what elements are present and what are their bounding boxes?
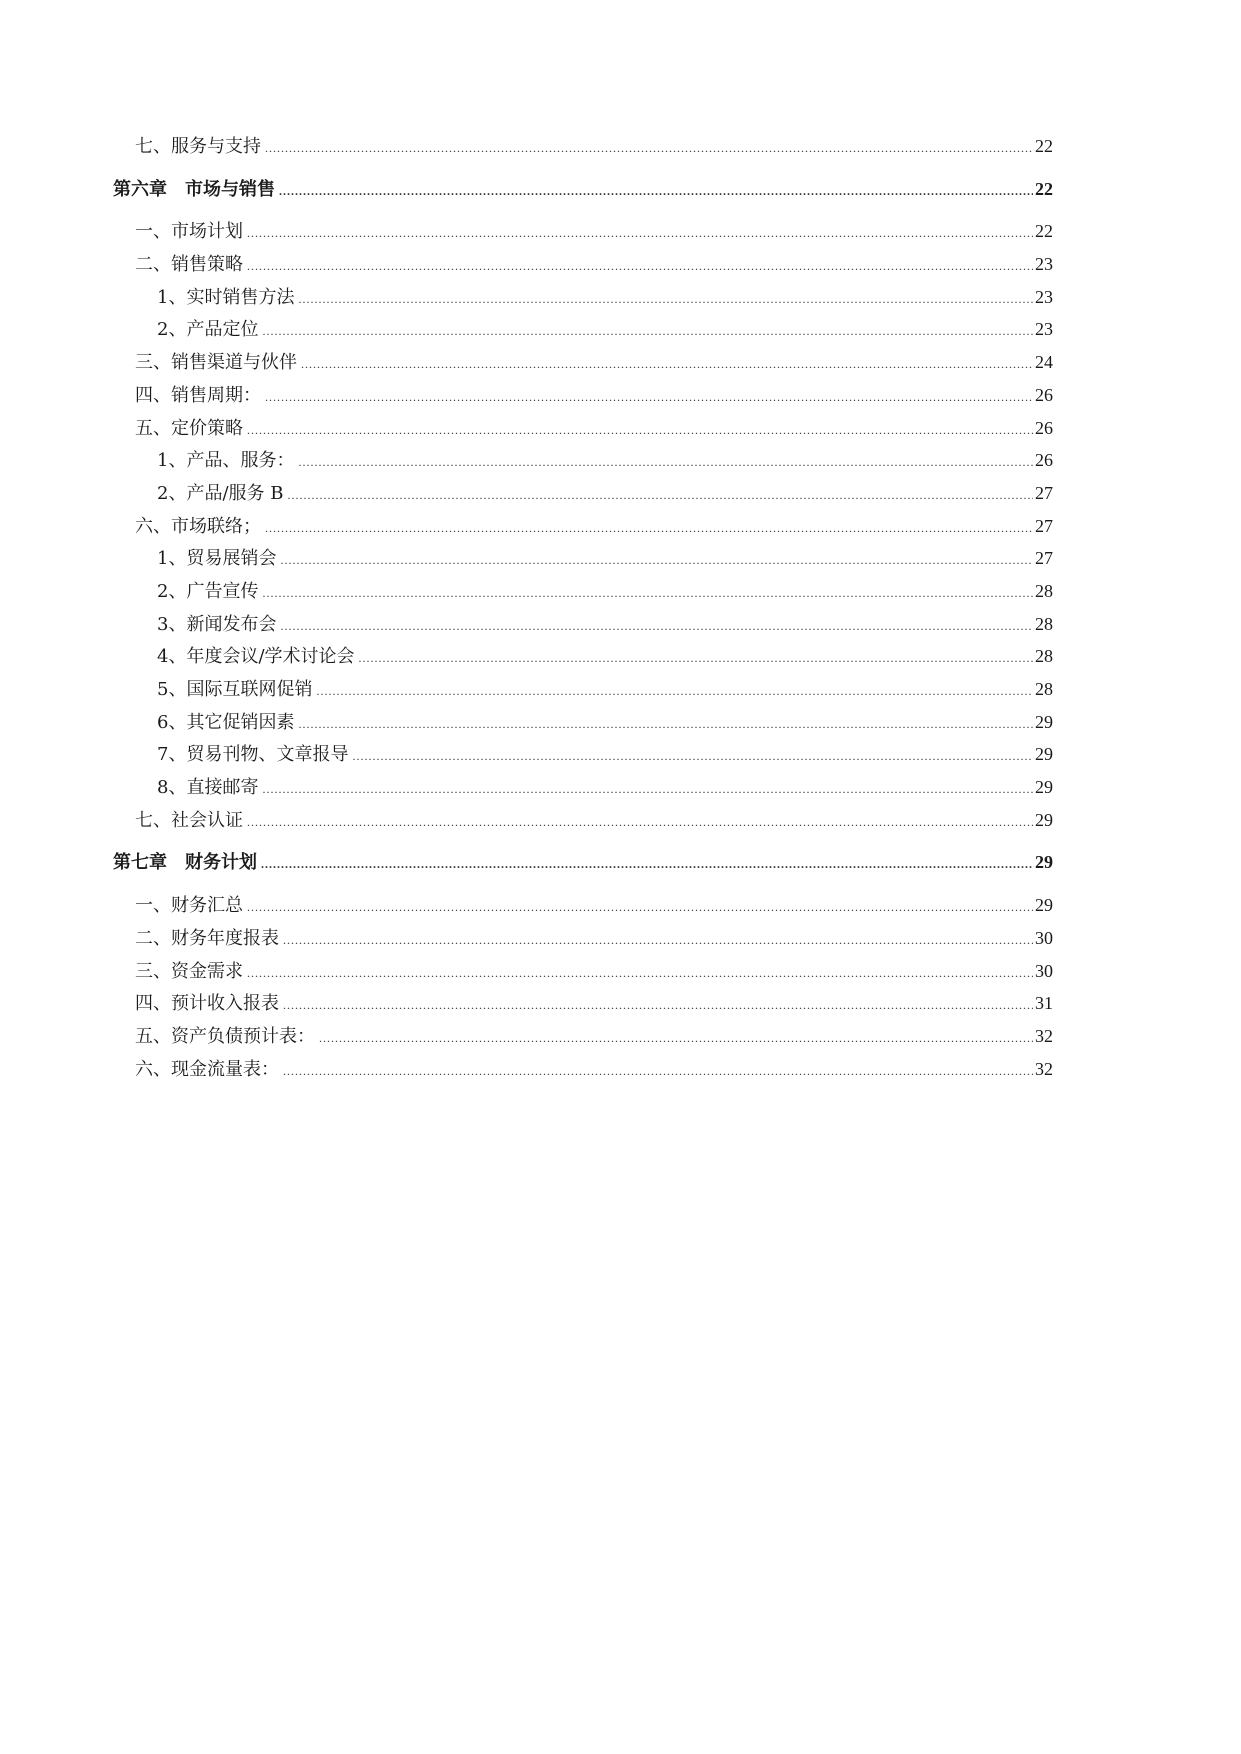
toc-entry-title: 2、产品定位 xyxy=(157,319,259,341)
toc-entry-title: 第七章 财务计划 xyxy=(113,852,257,874)
toc-dot-leader xyxy=(283,989,1033,1022)
toc-chapter-entry[interactable] xyxy=(113,173,1053,206)
toc-dot-leader xyxy=(262,773,1033,806)
toc-page-number: 27 xyxy=(1035,548,1053,569)
toc-page-number: 22 xyxy=(1035,136,1053,156)
toc-entry-title: 四、销售周期： xyxy=(135,384,261,406)
toc-entry[interactable] xyxy=(113,1053,1053,1086)
toc-entry[interactable] xyxy=(113,922,1053,955)
toc-entry[interactable] xyxy=(113,987,1053,1020)
toc-entry-row xyxy=(135,248,1053,283)
toc-page-number: 28 xyxy=(1035,613,1053,634)
toc-entry-title: 2、广告宣传 xyxy=(157,580,259,602)
toc-entry[interactable] xyxy=(113,738,1053,771)
toc-entry[interactable] xyxy=(113,215,1053,248)
toc-entry[interactable] xyxy=(113,281,1053,314)
toc-entry[interactable] xyxy=(113,313,1053,346)
toc-page-number: 26 xyxy=(1035,384,1053,405)
toc-entry[interactable] xyxy=(113,804,1053,837)
toc-page-number: 28 xyxy=(1035,580,1053,601)
toc-entry[interactable] xyxy=(113,640,1053,673)
toc-entry[interactable] xyxy=(113,608,1053,641)
toc-dot-leader xyxy=(247,250,1033,283)
toc-chapter-entry[interactable] xyxy=(113,846,1053,879)
toc-page-number: 28 xyxy=(1035,646,1053,667)
toc-entry-title: 6、其它促销因素 xyxy=(157,711,295,733)
toc-page-number: 22 xyxy=(1035,178,1053,199)
toc-entry-row xyxy=(157,575,1053,610)
toc-entry-row xyxy=(135,215,1053,250)
toc-entry-row xyxy=(157,738,1053,773)
toc-page-number: 31 xyxy=(1035,993,1053,1014)
toc-page-number: 26 xyxy=(1035,417,1053,438)
toc-page-number: 23 xyxy=(1035,319,1053,340)
toc-entry-title: 二、销售策略 xyxy=(135,254,243,276)
toc-entry-row xyxy=(135,804,1053,839)
toc-entry-title: 1、实时销售方法 xyxy=(157,286,295,308)
toc-entry-row xyxy=(157,706,1053,741)
toc-entry-title: 五、资产负债预计表： xyxy=(135,1025,315,1047)
toc-entry-title: 1、产品、服务： xyxy=(157,450,295,472)
toc-dot-leader xyxy=(265,512,1033,545)
toc-dot-leader xyxy=(280,544,1033,577)
toc-entry-title: 三、资金需求 xyxy=(135,960,243,982)
toc-entry-row xyxy=(135,955,1053,990)
toc-entry[interactable] xyxy=(113,1020,1053,1053)
toc-entry-row xyxy=(157,771,1053,806)
toc-dot-leader xyxy=(247,414,1033,447)
toc-dot-leader xyxy=(359,642,1033,675)
toc-entry[interactable] xyxy=(113,889,1053,922)
toc-dot-leader xyxy=(261,848,1033,881)
table-of-contents xyxy=(113,130,1053,1085)
toc-entry-title: 七、服务与支持 xyxy=(135,136,261,157)
toc-entry-row xyxy=(157,281,1053,316)
toc-entry-title: 一、市场计划 xyxy=(135,221,243,243)
toc-entry-title: 三、销售渠道与伙伴 xyxy=(135,352,297,374)
toc-page-number: 28 xyxy=(1035,679,1053,699)
toc-entry[interactable] xyxy=(113,379,1053,412)
toc-entry-title: 5、国际互联网促销 xyxy=(157,679,313,700)
toc-page-number: 29 xyxy=(1035,809,1053,830)
toc-entry-title: 3、新闻发布会 xyxy=(157,613,277,635)
toc-dot-leader xyxy=(247,891,1033,924)
toc-page-number: 29 xyxy=(1035,711,1053,732)
toc-page-number: 29 xyxy=(1035,744,1053,765)
toc-entry[interactable] xyxy=(113,412,1053,445)
toc-page-number: 30 xyxy=(1035,960,1053,981)
toc-dot-leader xyxy=(262,315,1033,348)
toc-entry-row xyxy=(157,313,1053,348)
toc-page-number: 23 xyxy=(1035,286,1053,307)
toc-entry-row xyxy=(157,640,1053,675)
toc-entry[interactable] xyxy=(113,130,1053,163)
toc-entry-row xyxy=(157,477,1053,512)
toc-entry-row xyxy=(135,346,1053,381)
toc-dot-leader xyxy=(298,708,1033,741)
toc-entry-row xyxy=(135,510,1053,545)
toc-entry-row xyxy=(135,1020,1053,1055)
toc-page-number: 30 xyxy=(1035,927,1053,948)
toc-entry-row xyxy=(135,987,1053,1022)
toc-entry-title: 2、产品/服务 B xyxy=(157,482,284,504)
toc-entry[interactable] xyxy=(113,706,1053,739)
toc-entry-row xyxy=(157,542,1053,577)
toc-entry-row xyxy=(135,922,1053,957)
toc-dot-leader xyxy=(283,924,1033,957)
toc-dot-leader xyxy=(287,479,1033,512)
toc-dot-leader xyxy=(247,217,1033,250)
toc-entry[interactable] xyxy=(113,673,1053,706)
toc-entry-row xyxy=(157,673,1053,708)
toc-entry-row xyxy=(135,1053,1053,1088)
toc-page-number: 23 xyxy=(1035,254,1053,275)
toc-page-number: 27 xyxy=(1035,515,1053,536)
toc-entry-title: 七、社会认证 xyxy=(135,809,243,831)
toc-dot-leader xyxy=(298,283,1033,316)
toc-entry-title: 二、财务年度报表 xyxy=(135,927,279,949)
toc-dot-leader xyxy=(265,132,1033,165)
toc-entry[interactable] xyxy=(113,477,1053,510)
toc-entry[interactable] xyxy=(113,444,1053,477)
toc-dot-leader xyxy=(298,446,1033,479)
toc-entry-title: 六、市场联络； xyxy=(135,515,261,537)
toc-page-number: 32 xyxy=(1035,1058,1053,1079)
toc-page-number: 26 xyxy=(1035,450,1053,471)
toc-entry-row xyxy=(157,608,1053,643)
toc-entry[interactable] xyxy=(113,542,1053,575)
toc-entry-row xyxy=(135,379,1053,414)
toc-dot-leader xyxy=(316,675,1033,708)
toc-entry-title: 四、预计收入报表 xyxy=(135,993,279,1015)
toc-entry[interactable] xyxy=(113,346,1053,379)
toc-page-number: 29 xyxy=(1035,895,1053,916)
toc-page-number: 29 xyxy=(1035,777,1053,798)
toc-entry-row xyxy=(135,130,1053,165)
toc-entry-title: 六、现金流量表： xyxy=(135,1058,279,1080)
toc-entry[interactable] xyxy=(113,955,1053,988)
toc-entry-row xyxy=(157,444,1053,479)
toc-dot-leader xyxy=(352,740,1033,773)
toc-page-number: 22 xyxy=(1035,221,1053,242)
toc-entry[interactable] xyxy=(113,575,1053,608)
toc-dot-leader xyxy=(283,1055,1033,1088)
toc-entry-row xyxy=(113,846,1053,881)
toc-dot-leader xyxy=(280,610,1033,643)
toc-dot-leader xyxy=(301,348,1033,381)
toc-dot-leader xyxy=(262,577,1033,610)
toc-page-number: 27 xyxy=(1035,482,1053,503)
toc-dot-leader xyxy=(247,957,1033,990)
toc-entry-row xyxy=(113,173,1053,208)
toc-entry[interactable] xyxy=(113,510,1053,543)
toc-entry-title: 8、直接邮寄 xyxy=(157,777,259,799)
toc-entry-title: 1、贸易展销会 xyxy=(157,548,277,570)
toc-entry-title: 4、年度会议/学术讨论会 xyxy=(157,646,355,668)
toc-entry-title: 7、贸易刊物、文章报导 xyxy=(157,744,349,766)
toc-entry[interactable] xyxy=(113,248,1053,281)
toc-dot-leader xyxy=(247,806,1033,839)
toc-page-number: 29 xyxy=(1035,852,1053,873)
toc-page-number: 32 xyxy=(1035,1025,1053,1046)
toc-entry[interactable] xyxy=(113,771,1053,804)
toc-entry-title: 五、定价策略 xyxy=(135,417,243,439)
toc-entry-row xyxy=(135,889,1053,924)
toc-dot-leader xyxy=(279,175,1033,208)
toc-entry-row xyxy=(135,412,1053,447)
toc-dot-leader xyxy=(265,381,1033,414)
toc-entry-title: 一、财务汇总 xyxy=(135,895,243,917)
toc-entry-title: 第六章 市场与销售 xyxy=(113,178,275,200)
toc-page-number: 24 xyxy=(1035,352,1053,373)
toc-dot-leader xyxy=(319,1022,1033,1055)
